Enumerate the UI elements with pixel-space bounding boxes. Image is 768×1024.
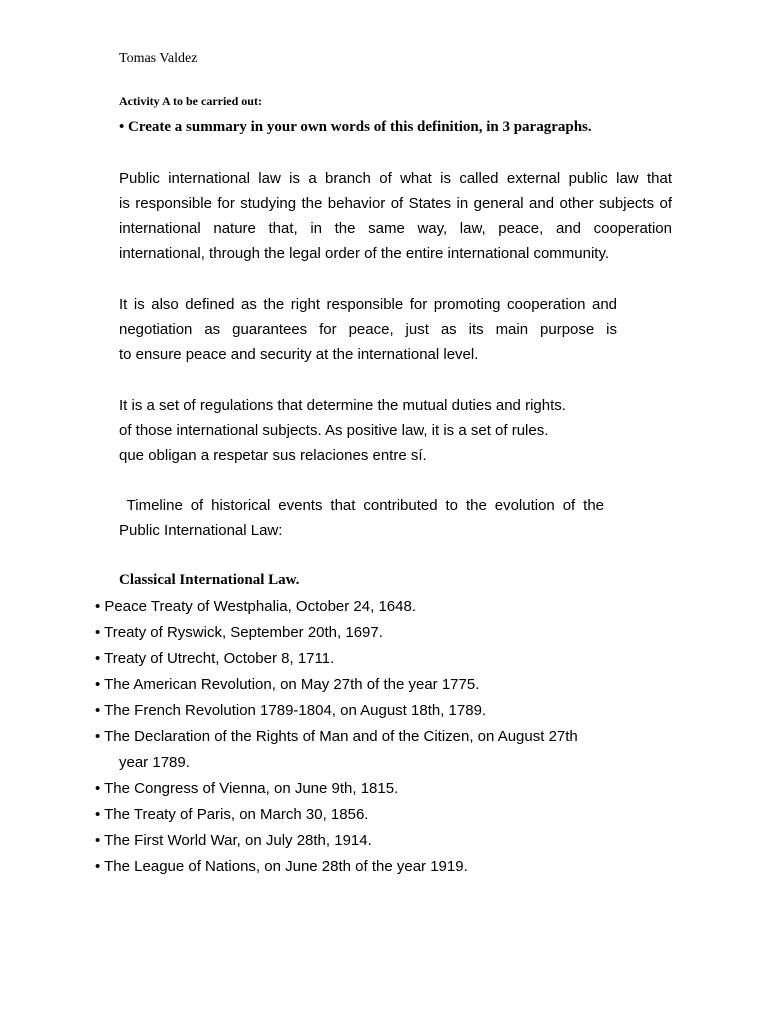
list-item: • The League of Nations, on June 28th of the year 1919.	[95, 858, 468, 875]
paragraph-line: international nature that, in the same way, law, peace, and cooperation	[119, 220, 672, 237]
list-item: • The Congress of Vienna, on June 9th, 1815.	[95, 780, 399, 797]
paragraph-line: Timeline of historical events that contributed to the evolution of the	[119, 497, 604, 514]
paragraph-line: is responsible for studying the behavior of States in general and other subjects of	[119, 195, 672, 212]
activity-label: Activity A to be carried out:	[119, 94, 262, 108]
paragraph-line: negotiation as guarantees for peace, just as its main purpose is	[119, 321, 617, 338]
list-item: • The Treaty of Paris, on March 30, 1856.	[95, 806, 369, 823]
instruction-text: • Create a summary in your own words of this definition, in 3 paragraphs.	[119, 119, 592, 135]
list-item: • Peace Treaty of Westphalia, October 24, 1648.	[95, 598, 416, 615]
list-item: • Treaty of Utrecht, October 8, 1711.	[95, 650, 335, 667]
list-item: • The French Revolution 1789-1804, on August 18th, 1789.	[95, 702, 487, 719]
section-heading-classical: Classical International Law.	[119, 572, 300, 588]
paragraph-line: Public international law is a branch of what is called external public law that	[119, 170, 672, 187]
paragraph-line: que obligan a respetar sus relaciones entre sí.	[119, 447, 427, 464]
author-name: Tomas Valdez	[119, 51, 198, 66]
timeline-intro	[119, 493, 604, 543]
paragraph-line: It is a set of regulations that determine the mutual duties and rights.	[119, 397, 566, 414]
paragraph-line: Public International Law:	[119, 522, 283, 539]
paragraph-line: of those international subjects. As positive law, it is a set of rules.	[119, 422, 549, 439]
list-item-continuation: year 1789.	[119, 754, 190, 771]
events-list	[95, 594, 578, 880]
paragraph-purpose	[119, 292, 617, 367]
paragraph-line: to ensure peace and security at the international level.	[119, 346, 479, 363]
list-item: • The Declaration of the Rights of Man and of the Citizen, on August 27th	[95, 728, 578, 745]
list-item: • The American Revolution, on May 27th of the year 1775.	[95, 676, 480, 693]
list-item: • Treaty of Ryswick, September 20th, 1697.	[95, 624, 383, 641]
paragraph-regulations	[119, 393, 605, 468]
list-item: • The First World War, on July 28th, 1914.	[95, 832, 372, 849]
paragraph-definition	[119, 166, 672, 266]
paragraph-line: It is also defined as the right responsible for promoting cooperation and	[119, 296, 617, 313]
paragraph-line: international, through the legal order of the entire international community.	[119, 245, 610, 262]
